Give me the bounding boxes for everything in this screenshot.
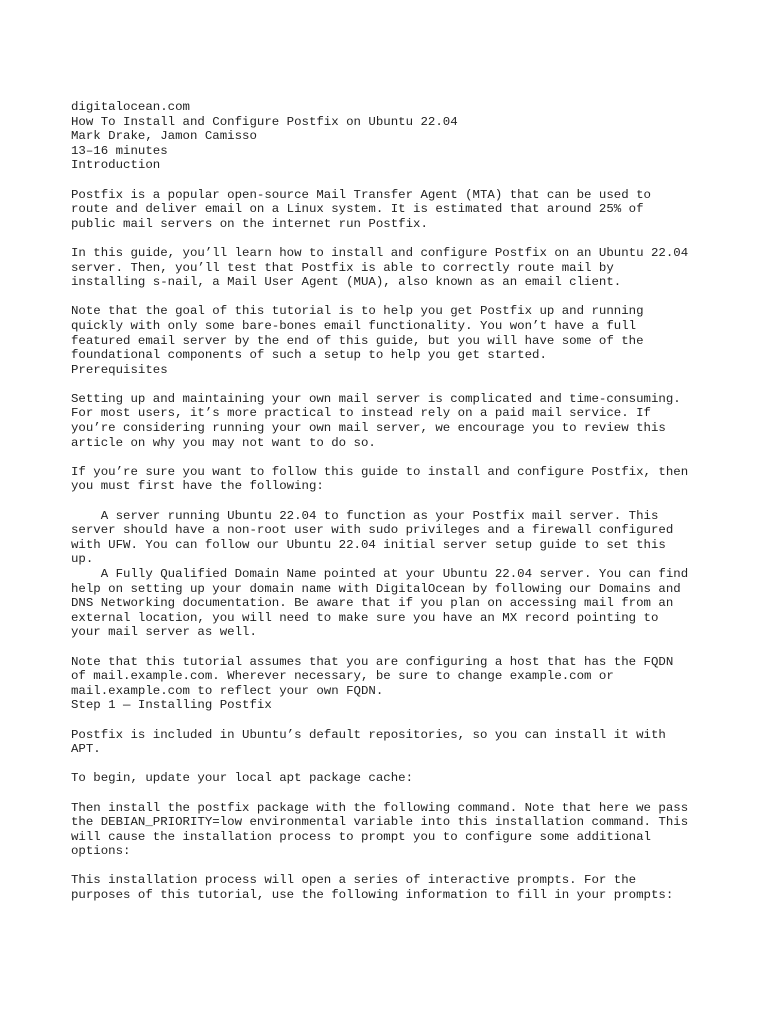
intro-p3-line: Note that the goal of this tutorial is to help you get Postfix up and running (71, 304, 644, 319)
intro-p1-line: Postfix is a popular open-source Mail Transfer Agent (MTA) that can be used to (71, 187, 651, 202)
prereq-list-line: up. (71, 552, 94, 567)
step1-p3-line: Then install the postfix package with the following command. Note that here we pass (71, 800, 689, 815)
prereq-p1-line: For most users, it’s more practical to instead rely on a paid mail service. If (71, 406, 651, 421)
intro-p2-line: installing s-nail, a Mail User Agent (MUA), also known as an email client. (71, 275, 622, 290)
prereq-list-line: A server running Ubuntu 22.04 to function as your Postfix mail server. This (71, 508, 659, 523)
document-page (71, 100, 721, 903)
prereq-p2-line: If you’re sure you want to follow this guide to install and configure Postfix, then (71, 464, 689, 479)
intro-p2-line: In this guide, you’ll learn how to install and configure Postfix on an Ubuntu 22.04 (71, 245, 689, 260)
section-heading-step1: Step 1 — Installing Postfix (71, 698, 272, 713)
step1-p3-line: options: (71, 844, 131, 859)
prereq-list-line: server should have a non-root user with sudo privileges and a firewall configured (71, 523, 674, 538)
step1-p4-line: This installation process will open a series of interactive prompts. For the (71, 873, 637, 888)
prereq-p3-line: mail.example.com to reflect your own FQDN. (71, 683, 384, 698)
prereq-list-line: DNS Networking documentation. Be aware that if you plan on accessing mail from an (71, 596, 674, 611)
step1-p3-line: will cause the installation process to prompt you to configure some additional (71, 829, 651, 844)
prereq-p2-line: you must first have the following: (71, 479, 324, 494)
intro-p3-line: quickly with only some bare-bones email functionality. You won’t have a full (71, 318, 637, 333)
site-name: digitalocean.com (71, 100, 190, 114)
intro-p1-line: public mail servers on the internet run Postfix. (71, 216, 428, 231)
prereq-p3-line: of mail.example.com. Wherever necessary, be sure to change example.com or (71, 669, 614, 684)
reading-time: 13–16 minutes (71, 143, 168, 158)
intro-p2-line: server. Then, you’ll test that Postfix is able to correctly route mail by (71, 260, 614, 275)
step1-p4-line: purposes of this tutorial, use the following information to fill in your prompts: (71, 888, 674, 903)
step1-p2-line: To begin, update your local apt package cache: (71, 771, 414, 786)
step1-p3-line: the DEBIAN_PRIORITY=low environmental variable into this installation command. This (71, 815, 689, 830)
step1-p1-line: Postfix is included in Ubuntu’s default repositories, so you can install it with (71, 727, 666, 742)
prereq-p1-line: Setting up and maintaining your own mail server is complicated and time-consuming. (71, 391, 681, 406)
prereq-list-line: help on setting up your domain name with DigitalOcean by following our Domains and (71, 581, 681, 596)
section-heading-introduction: Introduction (71, 158, 161, 173)
article-authors: Mark Drake, Jamon Camisso (71, 129, 257, 144)
prereq-list-line: external location, you will need to make sure you have an MX record pointing to (71, 610, 659, 625)
prereq-p1-line: you’re considering running your own mail server, we encourage you to review this (71, 421, 666, 436)
prereq-list-line: A Fully Qualified Domain Name pointed at your Ubuntu 22.04 server. You can find (71, 567, 689, 581)
article-title: How To Install and Configure Postfix on Ubuntu 22.04 (71, 114, 458, 129)
prereq-p3-line: Note that this tutorial assumes that you are configuring a host that has the FQDN (71, 654, 674, 669)
prereq-list-line: your mail server as well. (71, 625, 257, 640)
intro-p1-line: route and deliver email on a Linux system. It is estimated that around 25% of (71, 202, 644, 217)
step1-p1-line: APT. (71, 742, 101, 757)
intro-p3-line: foundational components of such a setup to help you get started. (71, 348, 547, 363)
intro-p3-line: featured email server by the end of this guide, but you will have some of the (71, 333, 644, 348)
prereq-p1-line: article on why you may not want to do so. (71, 435, 376, 450)
section-heading-prerequisites: Prerequisites (71, 362, 168, 377)
prereq-list-line: with UFW. You can follow our Ubuntu 22.04 initial server setup guide to set this (71, 537, 666, 552)
